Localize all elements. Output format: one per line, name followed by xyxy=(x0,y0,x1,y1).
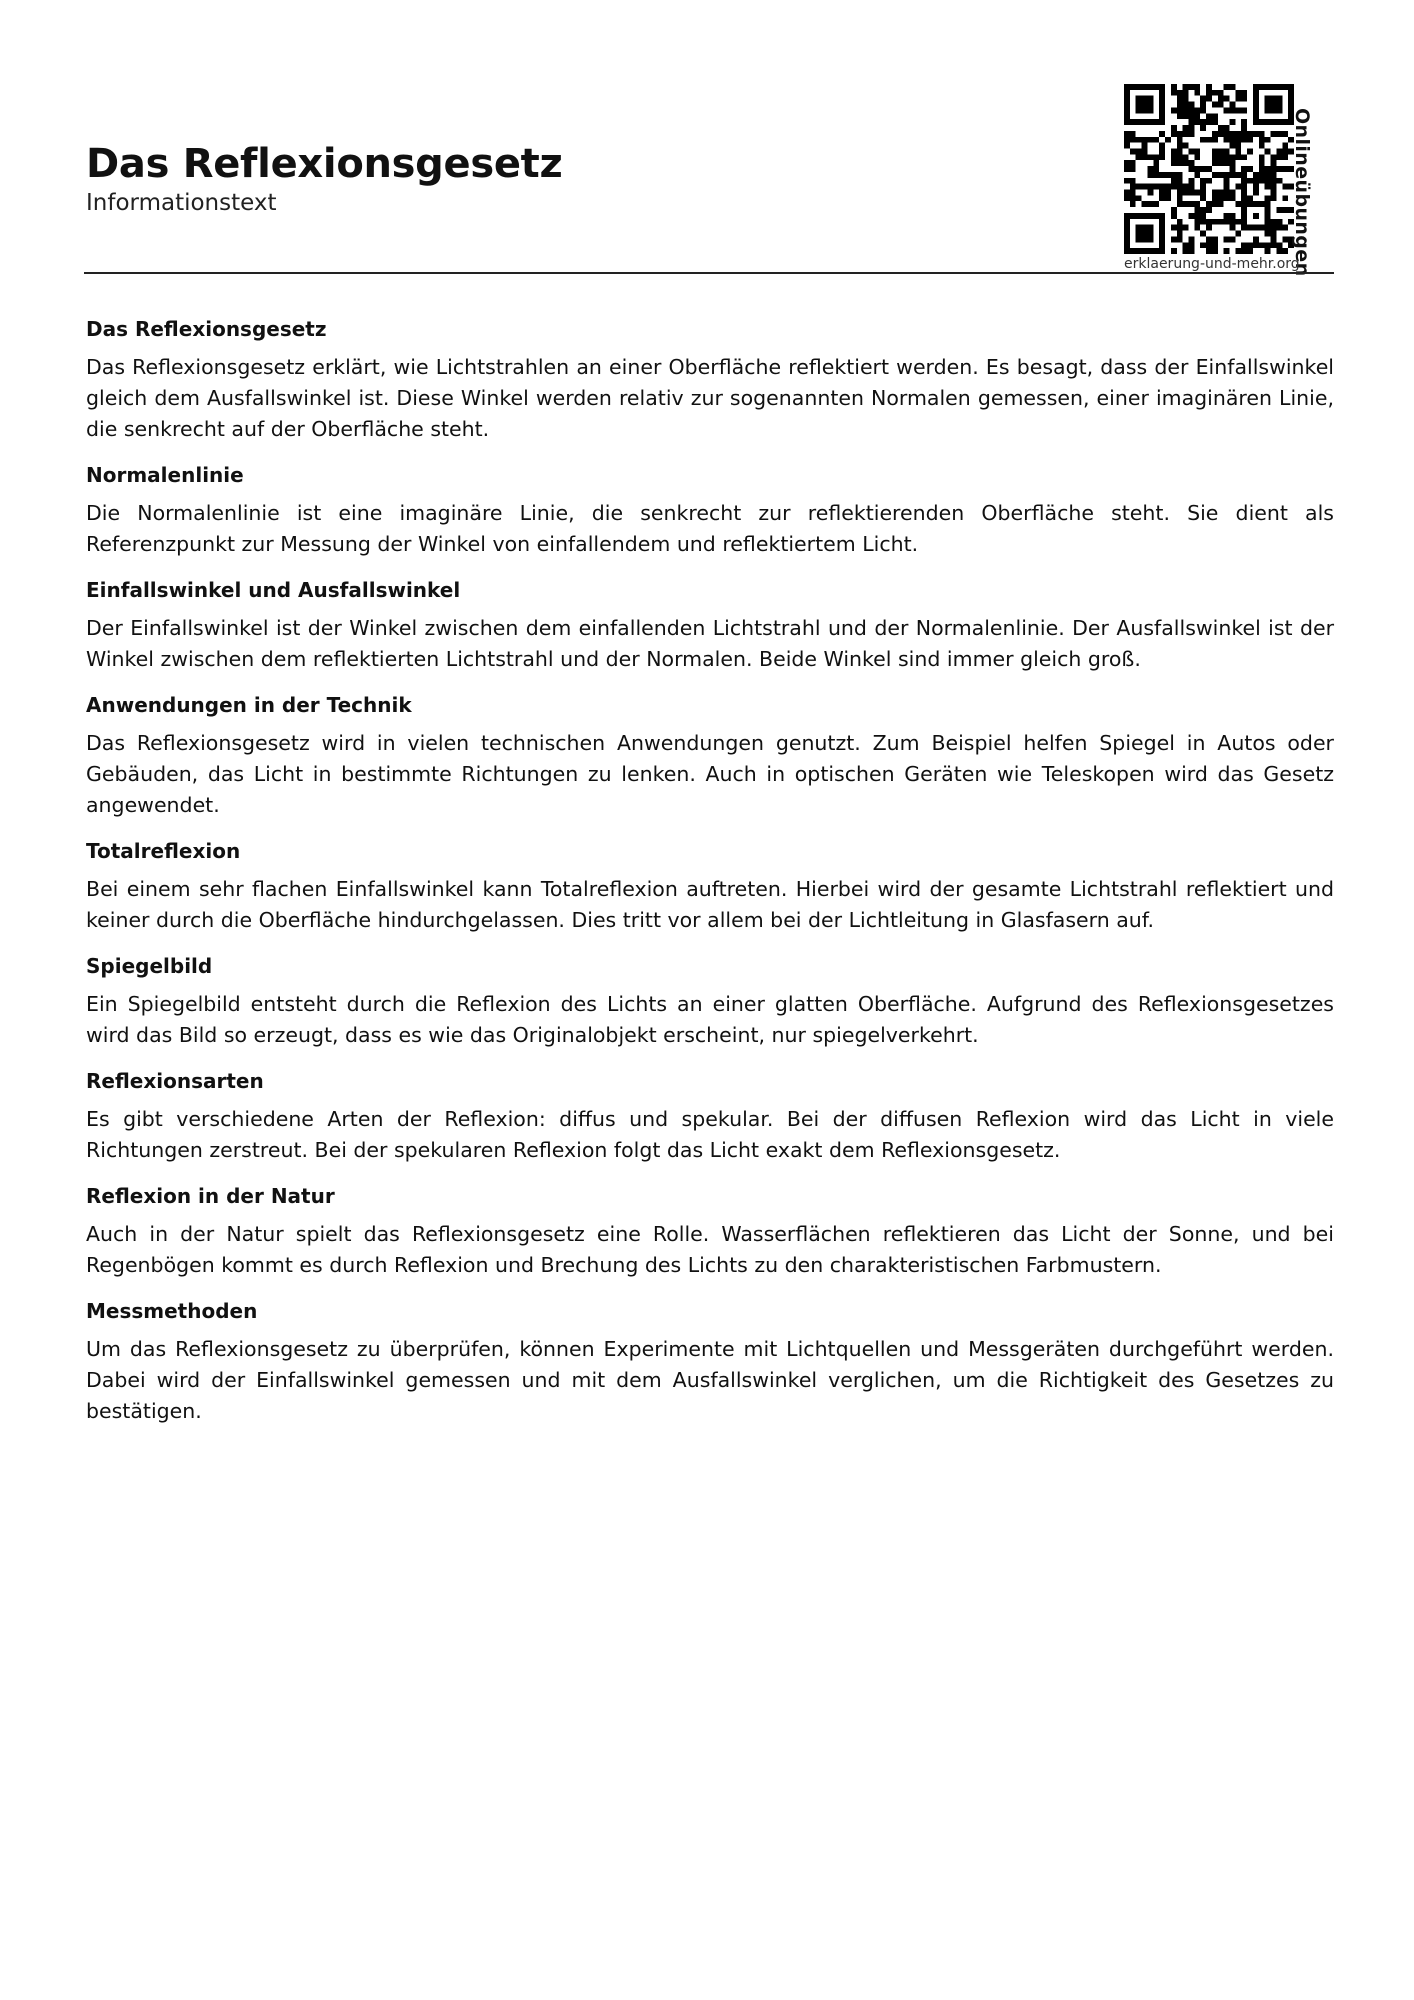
section-paragraph: Ein Spiegelbild entsteht durch die Reflexion des Lichts an einer glatten Oberfläche. Aufgrund des Reflexionsgesetzes wird das Bild so erzeugt, dass es wie das Originalobjekt erscheint, nur spiegelverkehrt. xyxy=(86,992,1334,1047)
section-heading: Normalenlinie xyxy=(86,463,244,487)
document-body xyxy=(86,312,1334,1440)
section-paragraph: Um das Reflexionsgesetz zu überprüfen, können Experimente mit Lichtquellen und Messgeräten durchgeführt werden. Dabei wird der Einfallswinkel gemessen und mit dem Ausfallswinkel verglichen, um die Richtigkeit des Gesetzes zu bestätigen. xyxy=(86,1337,1334,1423)
section-paragraph: Es gibt verschiedene Arten der Reflexion: diffus und spekular. Bei der diffusen Reflexion wird das Licht in viele Richtungen zerstreut. Bei der spekularen Reflexion folgt das Licht exakt dem Reflexionsgesetz. xyxy=(86,1107,1334,1162)
section-heading: Messmethoden xyxy=(86,1299,258,1323)
qr-code-icon[interactable] xyxy=(1124,84,1294,254)
section-heading: Spiegelbild xyxy=(86,954,213,978)
section-paragraph: Das Reflexionsgesetz erklärt, wie Lichtstrahlen an einer Oberfläche reflektiert werden. Es besagt, dass der Einfallswinkel gleich dem Ausfallswinkel ist. Diese Winkel werden relativ zur sogenannten Normalen gemessen, einer imaginären Linie, die senkrecht auf der Oberfläche steht. xyxy=(86,355,1334,441)
section-paragraph: Auch in der Natur spielt das Reflexionsgesetz eine Rolle. Wasserflächen reflektieren das Licht der Sonne, und bei Regenbögen kommt es durch Reflexion und Brechung des Lichts zu den charakteristischen Farbmustern. xyxy=(86,1222,1334,1277)
page-title: Das Reflexionsgesetz xyxy=(86,141,563,187)
header-divider xyxy=(84,272,1334,274)
section-heading: Einfallswinkel und Ausfallswinkel xyxy=(86,578,461,602)
section-paragraph: Das Reflexionsgesetz wird in vielen technischen Anwendungen genutzt. Zum Beispiel helfen Spiegel in Autos oder Gebäuden, das Licht in bestimmte Richtungen zu lenken. Auch in optischen Geräten wie Teleskopen wird das Gesetz angewendet. xyxy=(86,731,1334,817)
qr-side-label: Onlineübungen xyxy=(1291,108,1313,277)
section-heading: Totalreflexion xyxy=(86,839,241,863)
section-paragraph: Der Einfallswinkel ist der Winkel zwischen dem einfallenden Lichtstrahl und der Normalenlinie. Der Ausfallswinkel ist der Winkel zwischen dem reflektierten Lichtstrahl und der Normalen. Beide Winkel sind immer gleich groß. xyxy=(86,616,1334,671)
section-heading: Reflexion in der Natur xyxy=(86,1184,335,1208)
section-paragraph: Bei einem sehr flachen Einfallswinkel kann Totalreflexion auftreten. Hierbei wird der gesamte Lichtstrahl reflektiert und keiner durch die Oberfläche hindurchgelassen. Dies tritt vor allem bei der Lichtleitung in Glasfasern auf. xyxy=(86,877,1334,932)
page-subtitle: Informationstext xyxy=(86,190,277,216)
section-paragraph: Die Normalenlinie ist eine imaginäre Linie, die senkrecht zur reflektierenden Oberfläche steht. Sie dient als Referenzpunkt zur Messung der Winkel von einfallendem und reflektiertem Licht. xyxy=(86,501,1334,556)
qr-url[interactable]: erklaerung-und-mehr.org xyxy=(1124,256,1300,272)
section-heading: Anwendungen in der Technik xyxy=(86,693,412,717)
section-heading: Das Reflexionsgesetz xyxy=(86,317,327,341)
document-header xyxy=(86,140,562,216)
section-heading: Reflexionsarten xyxy=(86,1069,264,1093)
